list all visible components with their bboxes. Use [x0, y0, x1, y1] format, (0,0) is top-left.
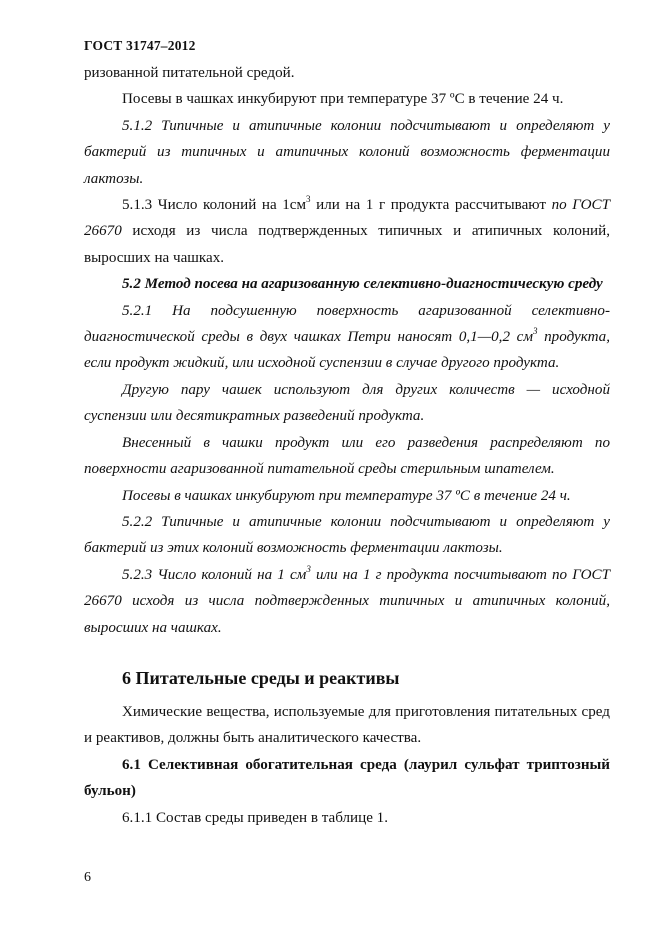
superscript-3: 3 [306, 563, 311, 574]
paragraph-chemicals: Химические вещества, используемые для приготовления питательных сред и реактивов, должны быть аналитического качества. [84, 703, 610, 747]
paragraph-incubation-2: Посевы в чашках инкубируют при температуре 37 ºС в течение 24 ч. [122, 487, 571, 504]
text-5-1-3-ref: по ГОСТ 26670 [84, 197, 611, 240]
superscript-3: 3 [532, 326, 538, 337]
superscript-3: 3 [306, 194, 311, 204]
paragraph-5-1-3 [84, 192, 610, 271]
paragraph-spread: Внесенный в чашки продукт или его разведения распределяют по поверхности агаризованной питательной среды стерильным шпателем. [84, 434, 610, 478]
paragraph-other-pair: Другую пару чашек используют для других количеств — исходной суспензии или десятикратных разведений продукта. [84, 381, 610, 425]
paragraph-5-2-1 [84, 298, 610, 377]
paragraph-5-2-3 [84, 562, 610, 641]
paragraph-5-2-2: 5.2.2 Типичные и атипичные колонии подсчитывают и определяют у бактерий из этих колоний возможность ферментации лактозы. [84, 513, 610, 557]
text-5-2-1-a: 5.2.1 На подсушенную поверхность агаризованной селективно-диагностической среды в двух чашках Петри наносят 0,1—0,2 см [84, 302, 610, 346]
section-heading-6: 6 Питательные среды и реактивы [122, 667, 400, 688]
document-header: ГОСТ 31747–2012 [84, 38, 196, 53]
paragraph-continuation: ризованной питательной средой. [84, 65, 295, 81]
paragraph-incubation: Посевы в чашках инкубируют при температуре 37 ºС в течение 24 ч. [122, 91, 564, 108]
text-5-1-3-b: или на 1 г продукта рассчитывают [310, 197, 552, 214]
heading-6-1: 6.1 Селективная обогатительная среда (лаурил сульфат триптозный бульон) [84, 756, 610, 800]
text-5-2-3-a: 5.2.3 Число колоний на 1 см [122, 566, 307, 583]
text-5-2-3-b: или на 1 г продукта посчитывают по ГОСТ 26670 исходя из числа подтвержденных типичных и атипичных колоний, выросших на чашках. [84, 566, 610, 636]
heading-5-2: 5.2 Метод посева на агаризованную селективно-диагностическую среду [122, 276, 603, 293]
document-body [84, 60, 610, 831]
text-5-1-3-d: исходя из числа подтвержденных типичных и атипичных колоний, выросших на чашках. [84, 223, 610, 266]
text-5-1-3-a: 5.1.3 Число колоний на 1см [122, 197, 307, 214]
text-5-2-1-b: продукта, если продукт жидкий, или исходной суспензии в случае другого продукта. [84, 329, 610, 372]
page-number: 6 [84, 870, 91, 885]
paragraph-5-1-2: 5.1.2 Типичные и атипичные колонии подсчитывают и определяют у бактерий из типичных и атипичных колоний возможность ферментации лактозы. [84, 117, 610, 187]
paragraph-6-1-1: 6.1.1 Состав среды приведен в таблице 1. [122, 809, 389, 826]
